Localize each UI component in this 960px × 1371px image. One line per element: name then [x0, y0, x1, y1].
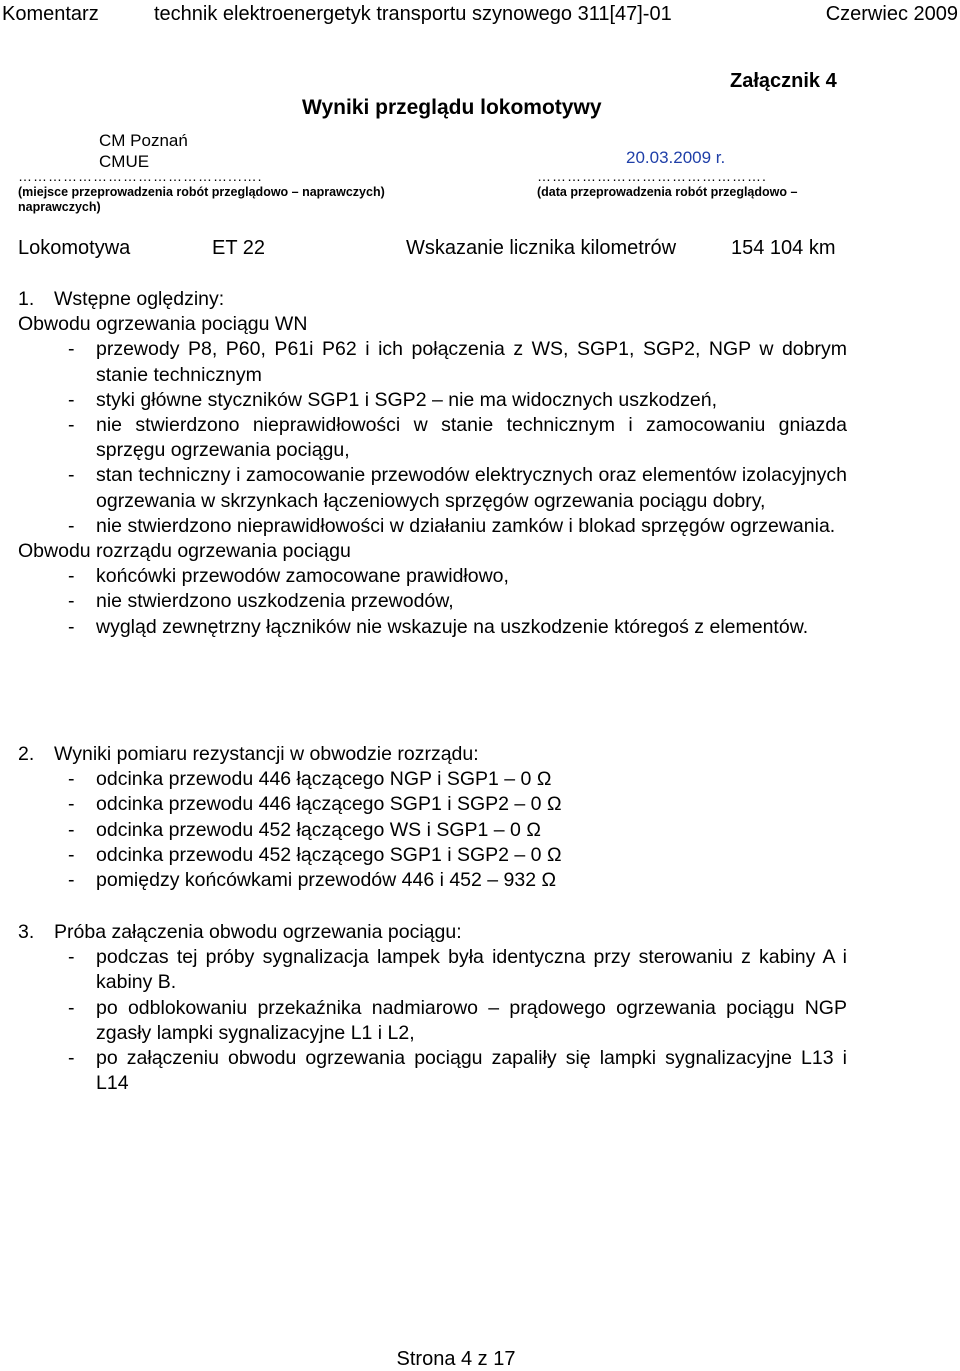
header-right: Czerwiec 2009 [825, 3, 958, 25]
list-item: - wygląd zewnętrzny łączników nie wskazuje na uszkodzenie któregoś z elementów. [96, 615, 847, 640]
section-1 [18, 287, 847, 640]
km-value: 154 104 km [731, 237, 836, 259]
list-item: - odcinka przewodu 446 łączącego SGP1 i SGP2 – 0 Ω [96, 792, 847, 817]
section-title: Wyniki pomiaru rezystancji w obwodzie rozrządu: [54, 743, 479, 765]
page-number: Strona 4 z 17 [396, 1348, 516, 1370]
place-caption-line-2: naprawczych) [18, 200, 101, 214]
section-heading [18, 287, 847, 312]
place-line-1: CM Poznań [99, 131, 188, 150]
section-3 [18, 920, 847, 1096]
list-item: - nie stwierdzono uszkodzenia przewodów, [96, 589, 847, 614]
header-middle: technik elektroenergetyk transportu szynowego 311[47]-01 [154, 3, 672, 25]
page-title: Wyniki przeglądu lokomotywy [302, 96, 602, 119]
place-caption-line-1: (miejsce przeprowadzenia robót przeglądowo – naprawczych) [18, 185, 385, 199]
list-item: - nie stwierdzono nieprawidłowości w stanie technicznym i zamocowaniu gniazda sprzęgu ogrzewania pociągu, [96, 413, 847, 463]
bullet-list [18, 767, 847, 893]
list-item: - końcówki przewodów zamocowane prawidłowo, [96, 564, 847, 589]
place-dotted-line: ……………………………………...…. [18, 168, 263, 184]
place-line-2: CMUE [99, 152, 150, 171]
locomotive-value: ET 22 [212, 237, 265, 259]
bullet-list [18, 564, 847, 640]
list-item: - przewody P8, P60, P61i P62 i ich połączenia z WS, SGP1, SGP2, NGP w dobrym stanie technicznym [96, 337, 847, 387]
bullet-list [18, 945, 847, 1096]
section-2 [18, 742, 847, 893]
list-item: - styki główne styczników SGP1 i SGP2 – nie ma widocznych uszkodzeń, [96, 388, 847, 413]
list-item: - odcinka przewodu 452 łączącego SGP1 i SGP2 – 0 Ω [96, 843, 847, 868]
section-heading [18, 920, 847, 945]
locomotive-label: Lokomotywa [18, 237, 131, 259]
header-left: Komentarz [2, 3, 99, 25]
section-number: 2. [18, 743, 35, 765]
appendix-label: Załącznik 4 [730, 70, 837, 92]
bullet-list [18, 337, 847, 539]
place-caption [18, 185, 385, 215]
list-item: - odcinka przewodu 446 łączącego NGP i SGP1 – 0 Ω [96, 767, 847, 792]
date-dotted-line: ………………………………………. [537, 168, 767, 184]
group-heading: Obwodu rozrządu ogrzewania pociągu [18, 540, 351, 563]
km-label: Wskazanie licznika kilometrów [406, 237, 677, 259]
section-number: 3. [18, 921, 35, 943]
group-heading: Obwodu ogrzewania pociągu WN [18, 313, 308, 336]
list-item: - nie stwierdzono nieprawidłowości w działaniu zamków i blokad sprzęgów ogrzewania. [96, 514, 847, 539]
list-item: - po odblokowaniu przekaźnika nadmiarowo – prądowego ogrzewania pociągu NGP zgasły lampki sygnalizacyjne L1 i L2, [96, 996, 847, 1046]
section-heading [18, 742, 847, 767]
date-caption: (data przeprowadzenia robót przeglądowo – [537, 185, 798, 199]
section-title: Wstępne oględziny: [54, 288, 225, 310]
date-value: 20.03.2009 r. [626, 148, 726, 167]
list-item: - po załączeniu obwodu ogrzewania pociągu zapaliły się lampki sygnalizacyjne L13 i L14 [96, 1046, 847, 1096]
list-item: - stan techniczny i zamocowanie przewodów elektrycznych oraz elementów izolacyjnych ogrzewania w skrzynkach łączeniowych sprzęgów ogrzewania pociągu dobry, [96, 463, 847, 513]
section-title: Próba załączenia obwodu ogrzewania pociągu: [54, 921, 462, 943]
list-item: - odcinka przewodu 452 łączącego WS i SGP1 – 0 Ω [96, 818, 847, 843]
section-number: 1. [18, 288, 35, 310]
list-item: - podczas tej próby sygnalizacja lampek była identyczna przy sterowaniu z kabiny A i kabiny B. [96, 945, 847, 995]
list-item: - pomiędzy końcówkami przewodów 446 i 452 – 932 Ω [96, 868, 847, 893]
